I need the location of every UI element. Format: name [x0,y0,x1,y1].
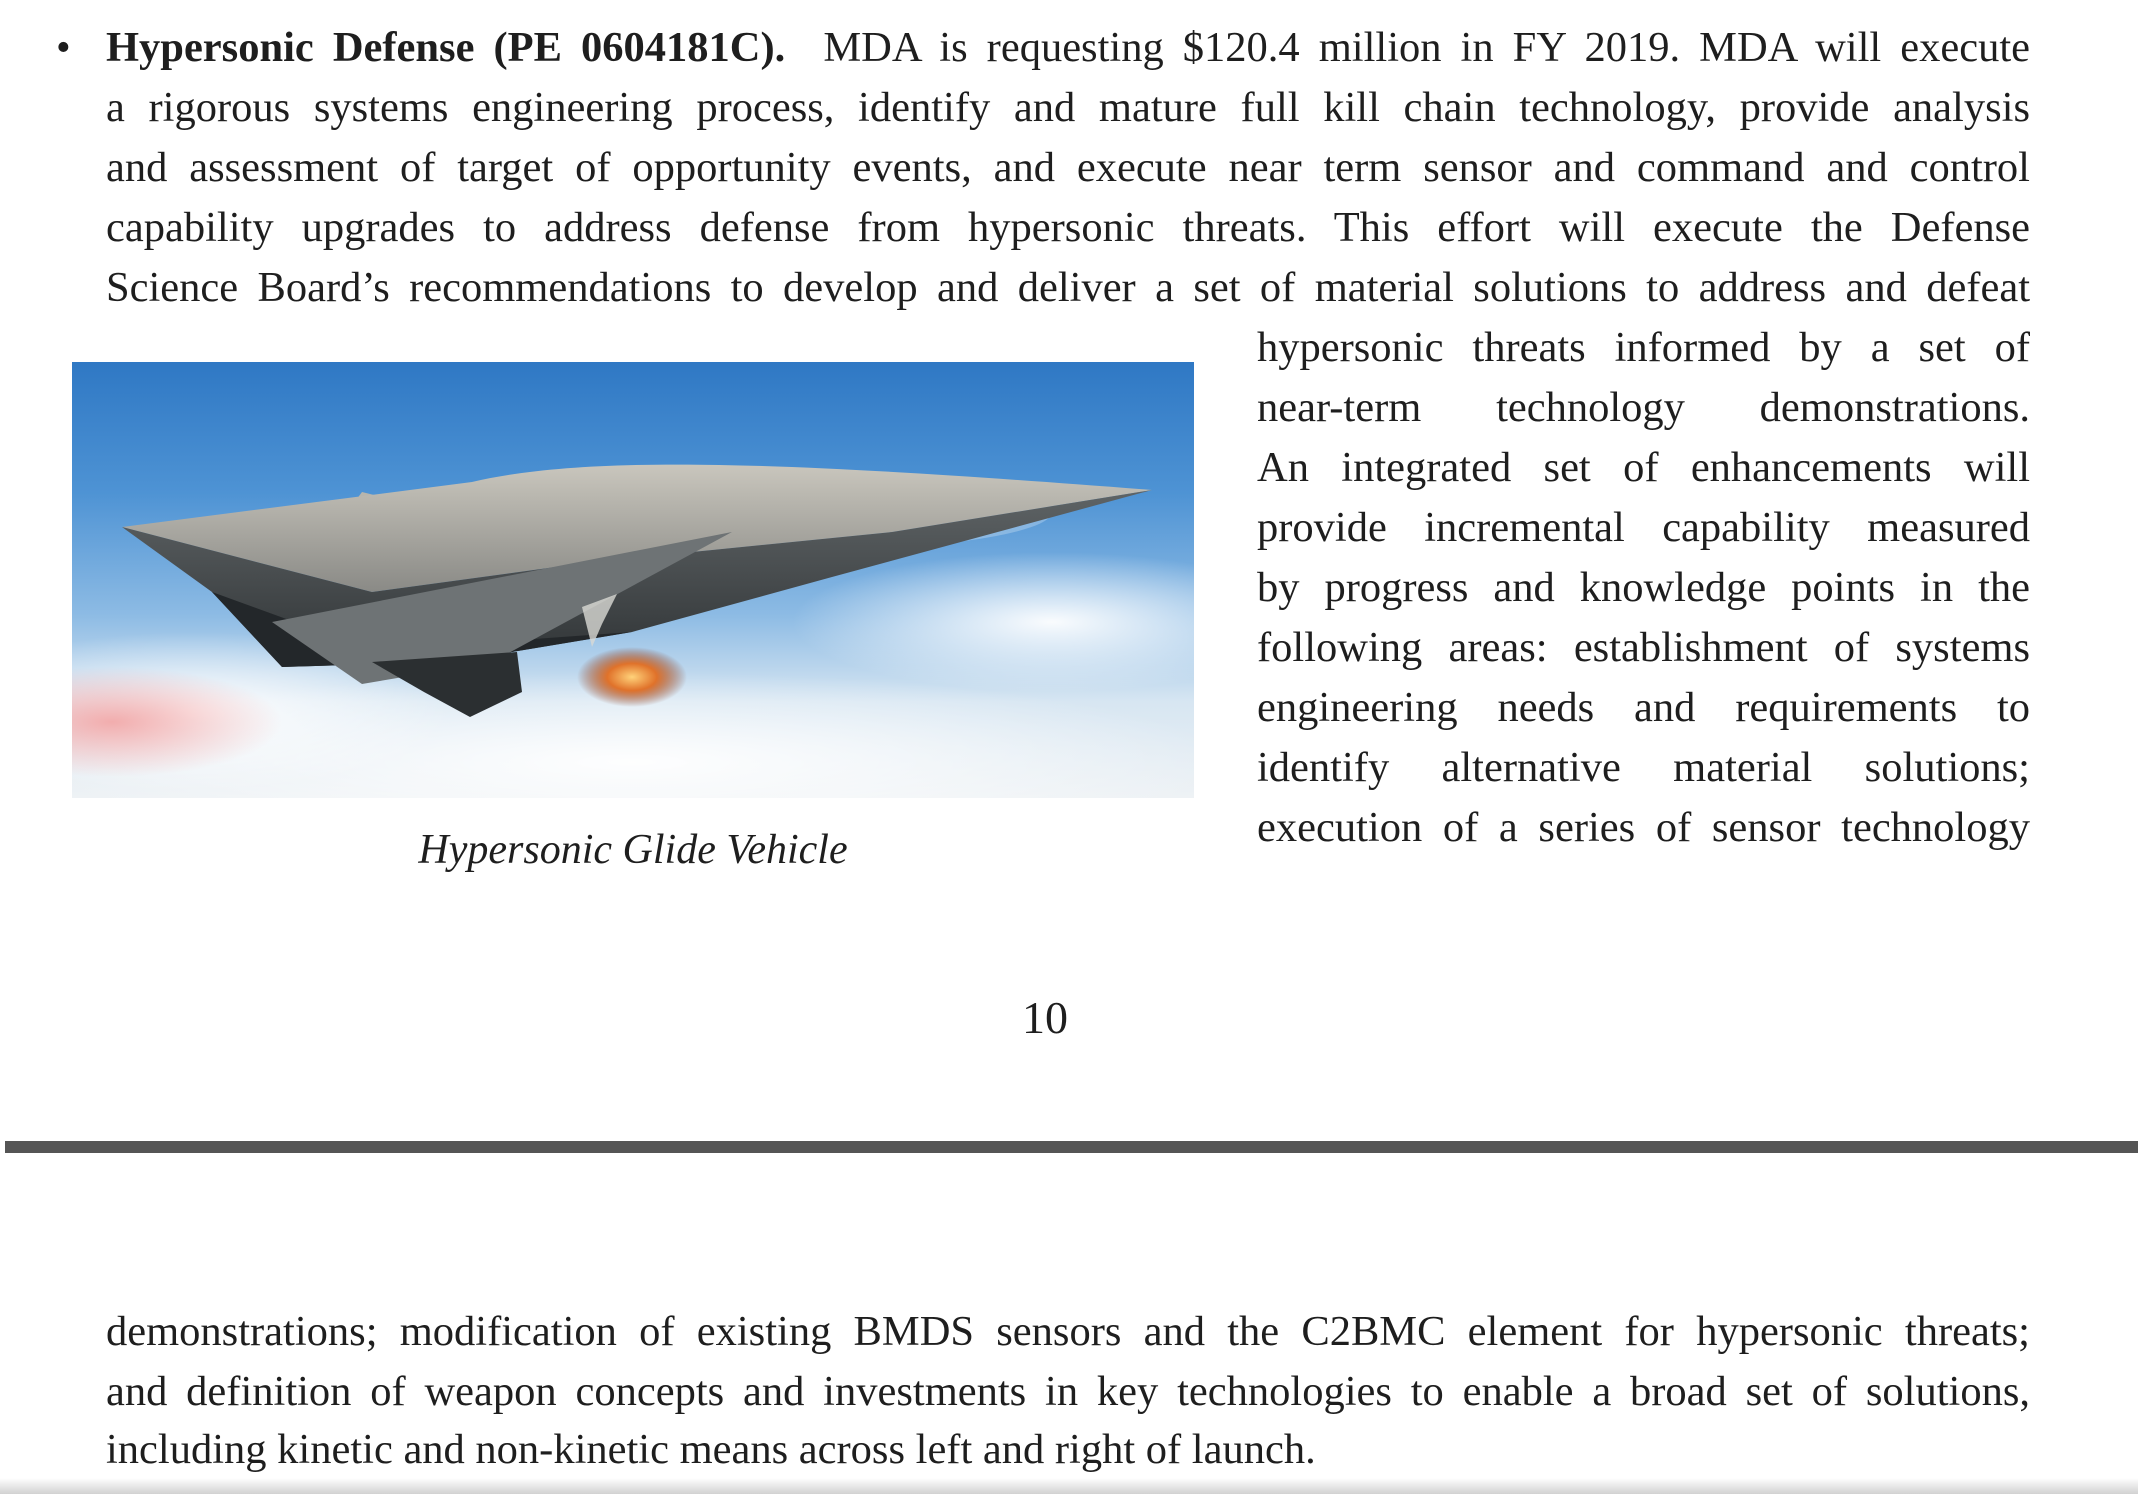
wrap-line-7: engineering needs and requirements to [1257,684,2030,731]
paragraph-line-5: Science Board’s recommendations to develop and deliver a set of material solutions to address and defeat [106,264,2030,311]
wrap-line-4: provide incremental capability measured [1257,504,2030,551]
bullet-marker: • [56,25,71,71]
paragraph-line-2: a rigorous systems engineering process, identify and mature full kill chain technology, provide analysis [106,84,2030,131]
continuation-line-2: and definition of weapon concepts and investments in key technologies to enable a broad set of solutions, [106,1368,2030,1415]
wrap-line-3: An integrated set of enhancements will [1257,444,2030,491]
paragraph-line-3: and assessment of target of opportunity events, and execute near term sensor and command and control [106,144,2030,191]
paragraph-line-1-text: MDA is requesting $120.4 million in FY 2019. MDA will execute [823,24,2030,71]
paragraph-line-1 [106,18,2030,78]
hypersonic-vehicle-image [72,362,1194,798]
section-heading: Hypersonic Defense (PE 0604181C). [106,24,786,71]
wrap-line-2: near-term technology demonstrations. [1257,384,2030,431]
continuation-line-1: demonstrations; modification of existing BMDS sensors and the C2BMC element for hypersonic threats; [106,1308,2030,1355]
wrap-line-8: identify alternative material solutions; [1257,744,2030,791]
wrap-line-6: following areas: establishment of systems [1257,624,2030,671]
figure-caption: Hypersonic Glide Vehicle [418,827,848,873]
viewer-bottom-edge [0,1478,2138,1494]
aircraft-illustration [72,362,1194,798]
paragraph-line-4: capability upgrades to address defense from hypersonic threats. This effort will execute the Defense [106,204,2030,251]
page-number: 10 [1022,992,1068,1043]
wrap-line-5: by progress and knowledge points in the [1257,564,2030,611]
continuation-line-3: including kinetic and non-kinetic means across left and right of launch. [106,1426,1316,1473]
wrap-line-9: execution of a series of sensor technology [1257,804,2030,851]
page-divider [5,1141,2138,1153]
wrap-line-1: hypersonic threats informed by a set of [1257,324,2030,371]
